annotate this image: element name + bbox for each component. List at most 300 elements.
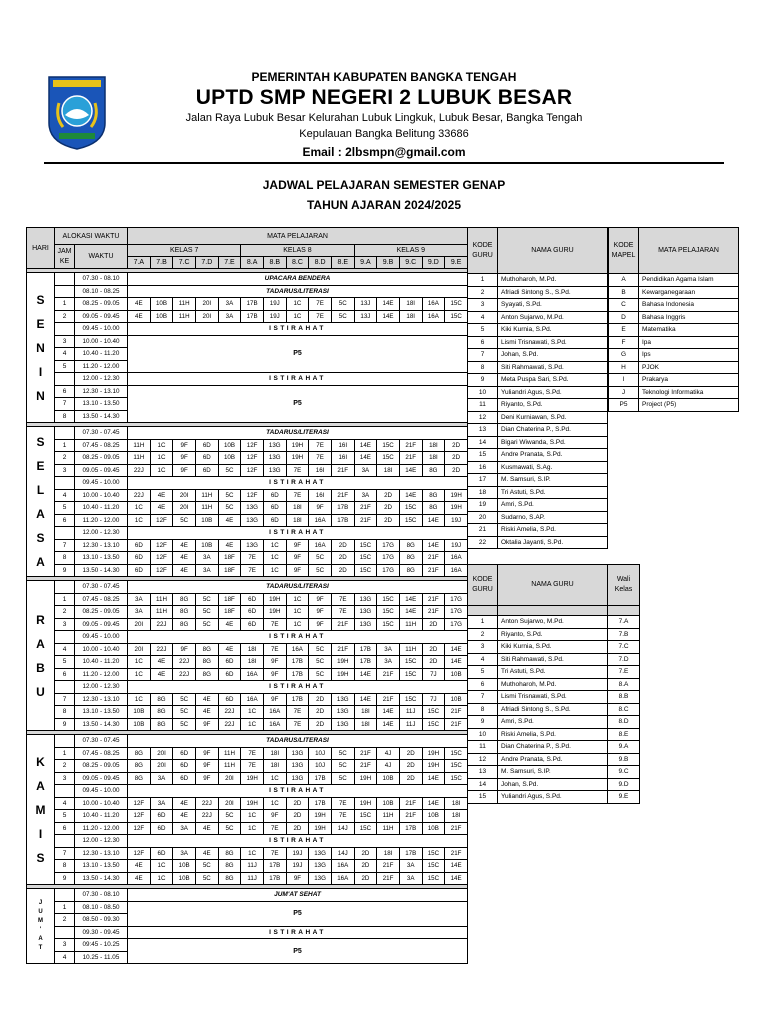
lesson-cell: 2D bbox=[354, 847, 377, 860]
jam-ke: 3 bbox=[55, 335, 75, 348]
teacher-row bbox=[468, 486, 608, 499]
teacher-row bbox=[468, 536, 608, 549]
subject-nama: Teknologi Informatika bbox=[639, 386, 739, 399]
group-kelas8: KELAS 8 bbox=[241, 245, 354, 257]
lesson-cell: 18I bbox=[445, 797, 468, 810]
lesson-cell: 11H bbox=[173, 298, 196, 311]
lesson-cell: 13G bbox=[286, 760, 309, 773]
schedule-row bbox=[27, 631, 468, 644]
lesson-cell: 13G bbox=[331, 718, 354, 731]
lesson-cell: 11H bbox=[377, 822, 400, 835]
lesson-cell: 6D bbox=[150, 810, 173, 823]
lesson-cell: 15C bbox=[399, 514, 422, 527]
jam-ke bbox=[55, 785, 75, 798]
wali-kelas: 8.A bbox=[608, 678, 640, 691]
lesson-cell: 4E bbox=[128, 310, 151, 323]
lesson-cell: 4E bbox=[218, 539, 241, 552]
lesson-cell: 4E bbox=[128, 860, 151, 873]
lesson-cell: 14E bbox=[377, 718, 400, 731]
lesson-cell: 1C bbox=[241, 822, 264, 835]
lesson-cell: 8G bbox=[173, 618, 196, 631]
lesson-cell: 7E bbox=[309, 298, 332, 311]
lesson-cell: 17B bbox=[286, 656, 309, 669]
separator-cell bbox=[498, 606, 608, 616]
lesson-cell: 19H bbox=[241, 797, 264, 810]
lesson-cell: 10B bbox=[150, 310, 173, 323]
jam-ke bbox=[55, 735, 75, 748]
subject-kode: I bbox=[609, 374, 639, 387]
lesson-cell: 18I bbox=[422, 452, 445, 465]
jam-ke: 2 bbox=[55, 914, 75, 927]
col-alokasi: ALOKASI WAKTU bbox=[55, 228, 128, 245]
lesson-cell: 8G bbox=[150, 718, 173, 731]
waktu: 10.40 - 11.20 bbox=[75, 810, 128, 823]
lesson-cell: 2D bbox=[445, 464, 468, 477]
teacher-row bbox=[468, 411, 608, 424]
lesson-cell: 10B bbox=[128, 706, 151, 719]
lesson-cell: 2D bbox=[309, 718, 332, 731]
wali-kelas: 7.A bbox=[608, 616, 640, 629]
lesson-cell: 8G bbox=[128, 772, 151, 785]
lesson-cell: 21F bbox=[354, 514, 377, 527]
schedule-row bbox=[27, 464, 468, 477]
lesson-cell: 20I bbox=[173, 489, 196, 502]
lesson-cell: 9F bbox=[286, 539, 309, 552]
lesson-cell: 12F bbox=[150, 514, 173, 527]
lesson-cell: 1C bbox=[263, 539, 286, 552]
lesson-cell: 5C bbox=[173, 514, 196, 527]
lesson-cell: 15C bbox=[354, 822, 377, 835]
schedule-row bbox=[27, 593, 468, 606]
class-header: 9.A bbox=[354, 257, 377, 269]
lesson-cell: 2D bbox=[309, 693, 332, 706]
waktu: 10.00 - 10.40 bbox=[75, 643, 128, 656]
lesson-cell: 11H bbox=[128, 439, 151, 452]
schedule-row bbox=[27, 335, 468, 348]
schedule-row bbox=[27, 581, 468, 594]
lesson-cell: 9F bbox=[263, 668, 286, 681]
lesson-cell: 14E bbox=[399, 464, 422, 477]
lesson-cell: 7E bbox=[263, 618, 286, 631]
lesson-cell: 1C bbox=[263, 564, 286, 577]
lesson-cell: 15C bbox=[445, 760, 468, 773]
jam-ke: 9 bbox=[55, 872, 75, 885]
lesson-cell: 1C bbox=[286, 310, 309, 323]
separator-cell bbox=[608, 606, 640, 616]
col-hari: HARI bbox=[27, 228, 55, 269]
class-header: 9.B bbox=[377, 257, 400, 269]
jam-ke bbox=[55, 427, 75, 440]
lesson-cell: 9F bbox=[173, 643, 196, 656]
lesson-cell: 9F bbox=[173, 439, 196, 452]
lesson-cell: 5C bbox=[331, 747, 354, 760]
lesson-cell: 17G bbox=[377, 539, 400, 552]
lesson-cell: 6D bbox=[173, 747, 196, 760]
lesson-cell: 7E bbox=[286, 706, 309, 719]
waktu: 13.10 - 13.50 bbox=[75, 706, 128, 719]
lesson-cell: 21F bbox=[422, 552, 445, 565]
lesson-cell: 21F bbox=[445, 847, 468, 860]
waktu: 12.30 - 13.10 bbox=[75, 847, 128, 860]
lesson-cell: 13G bbox=[354, 593, 377, 606]
wali-kode: 11 bbox=[468, 741, 498, 754]
waktu: 10.25 - 11.05 bbox=[75, 951, 128, 964]
teacher-nama: Yuliandri Agus, S.Pd. bbox=[498, 386, 608, 399]
lesson-cell: 10B bbox=[195, 514, 218, 527]
lesson-cell: 6D bbox=[173, 772, 196, 785]
lesson-cell: 14E bbox=[377, 310, 400, 323]
activity-cell: TADARUS/LITERASI bbox=[128, 285, 468, 298]
lesson-cell: 6D bbox=[241, 606, 264, 619]
lesson-cell: 8G bbox=[128, 760, 151, 773]
waktu: 10.00 - 10.40 bbox=[75, 489, 128, 502]
schedule-row bbox=[27, 718, 468, 731]
waktu: 07.45 - 08.25 bbox=[75, 439, 128, 452]
teacher-nama: Siti Rahmawati, S.Pd. bbox=[498, 361, 608, 374]
lesson-cell: 20I bbox=[218, 797, 241, 810]
lesson-cell: 5C bbox=[195, 593, 218, 606]
class-header: 8.D bbox=[309, 257, 332, 269]
lesson-cell: 18I bbox=[399, 298, 422, 311]
lesson-cell: 4E bbox=[173, 552, 196, 565]
lesson-cell: 15C bbox=[377, 439, 400, 452]
lesson-cell: 12F bbox=[150, 564, 173, 577]
waktu: 11.20 - 12.00 bbox=[75, 514, 128, 527]
lesson-cell: 16A bbox=[422, 298, 445, 311]
lesson-cell: 4E bbox=[128, 872, 151, 885]
lesson-cell: 6D bbox=[263, 489, 286, 502]
lesson-cell: 22J bbox=[173, 656, 196, 669]
lesson-cell: 21F bbox=[377, 668, 400, 681]
waktu: 09.45 - 10.00 bbox=[75, 323, 128, 336]
schedule-table bbox=[26, 227, 468, 964]
lesson-cell: 7E bbox=[286, 718, 309, 731]
lesson-cell: 3A bbox=[195, 552, 218, 565]
lesson-cell: 14E bbox=[445, 643, 468, 656]
lesson-cell: 20I bbox=[128, 618, 151, 631]
subject-nama: PJOK bbox=[639, 361, 739, 374]
lesson-cell: 17G bbox=[377, 564, 400, 577]
teacher-row bbox=[468, 286, 608, 299]
lesson-cell: 3A bbox=[354, 464, 377, 477]
school-province: Kepulauan Bangka Belitung 33686 bbox=[299, 128, 469, 140]
lesson-cell: 11H bbox=[128, 452, 151, 465]
lesson-cell: 13J bbox=[354, 310, 377, 323]
lesson-cell: 21F bbox=[331, 643, 354, 656]
lesson-cell: 1C bbox=[263, 552, 286, 565]
lesson-cell: 2D bbox=[354, 860, 377, 873]
teacher-kode: 20 bbox=[468, 511, 498, 524]
schedule-row bbox=[27, 681, 468, 694]
lesson-cell: 14E bbox=[354, 452, 377, 465]
lesson-cell: 4E bbox=[173, 564, 196, 577]
lesson-cell: 21F bbox=[399, 797, 422, 810]
waktu: 13.50 - 14.30 bbox=[75, 410, 128, 423]
lesson-cell: 3A bbox=[377, 643, 400, 656]
waktu: 10.00 - 10.40 bbox=[75, 335, 128, 348]
lesson-cell: 21F bbox=[399, 439, 422, 452]
lesson-cell: 11H bbox=[150, 606, 173, 619]
waktu: 13.10 - 13.50 bbox=[75, 552, 128, 565]
lesson-cell: 21F bbox=[399, 810, 422, 823]
wali-kelas: 7.E bbox=[608, 666, 640, 679]
lesson-cell: 4E bbox=[150, 489, 173, 502]
lesson-cell: 16I bbox=[309, 489, 332, 502]
waktu: 11.20 - 12.00 bbox=[75, 822, 128, 835]
wali-kelas: 9.A bbox=[608, 741, 640, 754]
wali-nama: Riyanto, S.Pd. bbox=[498, 628, 608, 641]
schedule-row bbox=[27, 323, 468, 336]
lesson-cell: 6D bbox=[195, 464, 218, 477]
wali-kode: 12 bbox=[468, 753, 498, 766]
lesson-cell: 13G bbox=[354, 618, 377, 631]
lesson-cell: 3A bbox=[399, 872, 422, 885]
teacher-row bbox=[468, 274, 608, 287]
subject-kode: F bbox=[609, 336, 639, 349]
schedule-row bbox=[27, 606, 468, 619]
lesson-cell: 3A bbox=[128, 593, 151, 606]
wali-nama: M. Samsuri, S.IP. bbox=[498, 766, 608, 779]
lesson-cell: 3A bbox=[173, 847, 196, 860]
lesson-cell: 2D bbox=[422, 643, 445, 656]
class-header: 8.A bbox=[241, 257, 264, 269]
lesson-cell: 14E bbox=[445, 656, 468, 669]
jam-ke: 4 bbox=[55, 348, 75, 361]
lesson-cell: 19J bbox=[445, 514, 468, 527]
waktu: 08.10 - 08.25 bbox=[75, 285, 128, 298]
schedule-title: JADWAL PELAJARAN SEMESTER GENAP bbox=[262, 178, 506, 192]
teacher-nama: Johan, S.Pd. bbox=[498, 349, 608, 362]
lesson-cell: 5C bbox=[195, 872, 218, 885]
subject-kode: E bbox=[609, 324, 639, 337]
lesson-cell: 4E bbox=[173, 810, 196, 823]
teacher-row bbox=[468, 461, 608, 474]
waktu: 10.40 - 11.20 bbox=[75, 348, 128, 361]
lesson-cell: 2D bbox=[399, 760, 422, 773]
lesson-cell: 14E bbox=[377, 706, 400, 719]
waktu: 08.25 - 09.05 bbox=[75, 760, 128, 773]
teacher-row bbox=[468, 374, 608, 387]
lesson-cell: 2D bbox=[331, 564, 354, 577]
break-cell: ISTIRAHAT bbox=[128, 477, 468, 490]
lesson-cell: 13G bbox=[263, 452, 286, 465]
wali-kode: 1 bbox=[468, 616, 498, 629]
lesson-cell: 7E bbox=[331, 810, 354, 823]
jam-ke: 2 bbox=[55, 606, 75, 619]
teacher-kode: 2 bbox=[468, 286, 498, 299]
lesson-cell: 1C bbox=[286, 618, 309, 631]
schedule-row bbox=[27, 656, 468, 669]
lesson-cell: 9F bbox=[195, 718, 218, 731]
subject-nama: Ips bbox=[639, 349, 739, 362]
schedule-row bbox=[27, 939, 468, 952]
teacher-row bbox=[468, 524, 608, 537]
lesson-cell: 2D bbox=[445, 452, 468, 465]
lesson-cell: 14E bbox=[422, 797, 445, 810]
subject-kode: A bbox=[609, 274, 639, 287]
teacher-nama-header: NAMA GURU bbox=[498, 228, 608, 274]
wali-kelas: 7.D bbox=[608, 653, 640, 666]
activity-cell: JUM'AT SEHAT bbox=[128, 889, 468, 902]
lesson-cell: 21F bbox=[331, 489, 354, 502]
lesson-cell: 1C bbox=[150, 464, 173, 477]
lesson-cell: 12F bbox=[128, 810, 151, 823]
lesson-cell: 12F bbox=[128, 797, 151, 810]
waktu: 12.30 - 13.10 bbox=[75, 539, 128, 552]
subject-row bbox=[609, 361, 739, 374]
jam-ke: 3 bbox=[55, 772, 75, 785]
lesson-cell: 21F bbox=[422, 606, 445, 619]
lesson-cell: 15C bbox=[377, 618, 400, 631]
teacher-kode: 7 bbox=[468, 349, 498, 362]
waktu: 07.30 - 07.45 bbox=[75, 427, 128, 440]
lesson-cell: 14E bbox=[354, 668, 377, 681]
header-divider bbox=[44, 162, 724, 164]
lesson-cell: 16A bbox=[241, 668, 264, 681]
lesson-cell: 6D bbox=[241, 593, 264, 606]
teacher-nama: Deni Kurniawan, S.Pd. bbox=[498, 411, 608, 424]
lesson-cell: 19H bbox=[445, 502, 468, 515]
day-name: S E N I N bbox=[27, 273, 55, 423]
lesson-cell: 1C bbox=[150, 860, 173, 873]
lesson-cell: 5C bbox=[218, 810, 241, 823]
lesson-cell: 21F bbox=[354, 502, 377, 515]
wali-row bbox=[468, 703, 640, 716]
lesson-cell: 21F bbox=[445, 706, 468, 719]
lesson-cell: 10B bbox=[218, 452, 241, 465]
lesson-cell: 19H bbox=[354, 772, 377, 785]
lesson-cell: 22J bbox=[195, 797, 218, 810]
lesson-cell: 8G bbox=[128, 747, 151, 760]
lesson-cell: 16A bbox=[241, 693, 264, 706]
break-cell: ISTIRAHAT bbox=[128, 631, 468, 644]
lesson-cell: 15C bbox=[354, 552, 377, 565]
wali-kelas: 7.B bbox=[608, 628, 640, 641]
class-header: 7.C bbox=[173, 257, 196, 269]
subject-nama: Project (P5) bbox=[639, 399, 739, 412]
lesson-cell: 16A bbox=[263, 706, 286, 719]
teacher-kode: 4 bbox=[468, 311, 498, 324]
lesson-cell: 10B bbox=[422, 822, 445, 835]
lesson-cell: 21F bbox=[377, 872, 400, 885]
lesson-cell: 7E bbox=[309, 310, 332, 323]
teacher-nama: Oktalia Jayanti, S.Pd. bbox=[498, 536, 608, 549]
teacher-kode: 15 bbox=[468, 449, 498, 462]
schedule-row bbox=[27, 693, 468, 706]
lesson-cell: 1C bbox=[241, 718, 264, 731]
day-name: K A M I S bbox=[27, 735, 55, 885]
lesson-cell: 10B bbox=[445, 668, 468, 681]
class-header: 7.E bbox=[218, 257, 241, 269]
lesson-cell: 5C bbox=[331, 298, 354, 311]
col-waktu: WAKTU bbox=[75, 245, 128, 269]
jam-ke: 8 bbox=[55, 552, 75, 565]
lesson-cell: 6D bbox=[128, 552, 151, 565]
lesson-cell: 8G bbox=[195, 668, 218, 681]
lesson-cell: 4J bbox=[377, 760, 400, 773]
lesson-cell: 9F bbox=[195, 772, 218, 785]
wali-kelas: 8.E bbox=[608, 728, 640, 741]
lesson-cell: 9F bbox=[286, 564, 309, 577]
lesson-cell: 4E bbox=[173, 797, 196, 810]
wali-kode: 8 bbox=[468, 703, 498, 716]
jam-ke: 4 bbox=[55, 951, 75, 964]
lesson-cell: 16A bbox=[422, 310, 445, 323]
lesson-cell: 8G bbox=[218, 872, 241, 885]
waktu: 07.30 - 07.45 bbox=[75, 735, 128, 748]
lesson-cell: 15C bbox=[422, 872, 445, 885]
lesson-cell: 19H bbox=[309, 822, 332, 835]
lesson-cell: 20I bbox=[150, 760, 173, 773]
lesson-cell: 18I bbox=[377, 847, 400, 860]
lesson-cell: 6D bbox=[218, 693, 241, 706]
lesson-cell: 9F bbox=[263, 693, 286, 706]
schedule-row bbox=[27, 810, 468, 823]
wali-kelas: 9.C bbox=[608, 766, 640, 779]
p5-cell: P5 bbox=[128, 939, 468, 964]
lesson-cell: 6D bbox=[150, 822, 173, 835]
lesson-cell: 17B bbox=[399, 822, 422, 835]
wali-nama: Tri Astuti, S.Pd. bbox=[498, 666, 608, 679]
wali-kode: 14 bbox=[468, 778, 498, 791]
subject-kode: B bbox=[609, 286, 639, 299]
lesson-cell: 17B bbox=[286, 693, 309, 706]
lesson-cell: 1C bbox=[128, 693, 151, 706]
subject-kode: P5 bbox=[609, 399, 639, 412]
lesson-cell: 14E bbox=[399, 593, 422, 606]
wali-kode: 13 bbox=[468, 766, 498, 779]
schedule-row bbox=[27, 772, 468, 785]
lesson-cell: 6D bbox=[263, 514, 286, 527]
lesson-cell: 10B bbox=[445, 693, 468, 706]
waktu: 09.45 - 10.00 bbox=[75, 785, 128, 798]
teacher-kode: 3 bbox=[468, 299, 498, 312]
lesson-cell: 1C bbox=[128, 656, 151, 669]
lesson-cell: 2D bbox=[331, 539, 354, 552]
wali-nama: Dian Chaterina P., S.Pd. bbox=[498, 741, 608, 754]
jam-ke: 3 bbox=[55, 464, 75, 477]
lesson-cell: 18I bbox=[445, 810, 468, 823]
lesson-cell: 2D bbox=[377, 514, 400, 527]
lesson-cell: 21F bbox=[354, 760, 377, 773]
lesson-cell: 12F bbox=[241, 452, 264, 465]
lesson-cell: 1C bbox=[263, 797, 286, 810]
lesson-cell: 1C bbox=[150, 452, 173, 465]
lesson-cell: 3A bbox=[399, 860, 422, 873]
teacher-nama: Bigari Wiwanda, S.Pd. bbox=[498, 436, 608, 449]
lesson-cell: 3A bbox=[150, 797, 173, 810]
lesson-cell: 9F bbox=[263, 810, 286, 823]
waktu: 10.00 - 10.40 bbox=[75, 797, 128, 810]
lesson-cell: 21F bbox=[354, 747, 377, 760]
lesson-cell: 20I bbox=[195, 298, 218, 311]
schedule-row bbox=[27, 298, 468, 311]
lesson-cell: 2D bbox=[286, 797, 309, 810]
lesson-cell: 17B bbox=[286, 668, 309, 681]
teacher-kode: 16 bbox=[468, 461, 498, 474]
lesson-cell: 11J bbox=[399, 718, 422, 731]
teacher-row bbox=[468, 361, 608, 374]
lesson-cell: 5C bbox=[218, 489, 241, 502]
jam-ke: 8 bbox=[55, 706, 75, 719]
wali-kode: 10 bbox=[468, 728, 498, 741]
lesson-cell: 4E bbox=[150, 668, 173, 681]
activity-cell: TADARUS/LITERASI bbox=[128, 427, 468, 440]
jam-ke: 1 bbox=[55, 298, 75, 311]
subject-row bbox=[609, 399, 739, 412]
lesson-cell: 5C bbox=[173, 706, 196, 719]
lesson-cell: 2D bbox=[399, 747, 422, 760]
